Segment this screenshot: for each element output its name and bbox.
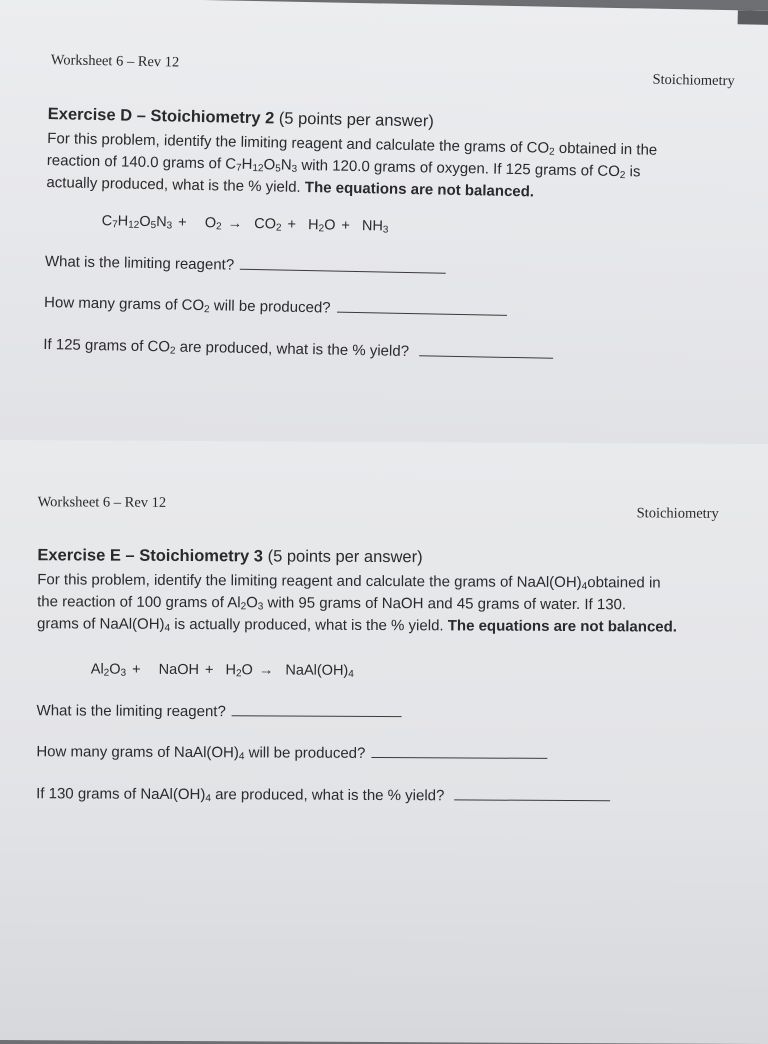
answer-blank-e2[interactable] bbox=[371, 743, 547, 759]
exercise-d-equation: $C_7H_{12}O_5N_3 + O_2 \to CO_2 + H_2O + NH_3$ bbox=[101, 213, 389, 236]
page-header-bottom bbox=[0, 494, 768, 522]
exercise-d-q2: How many grams of $CO_2$ will be produced? bbox=[44, 292, 744, 325]
subject-label-bottom: Stoichiometry bbox=[636, 505, 719, 522]
exercise-e-heading: Exercise E – Stoichiometry 3 bbox=[37, 546, 264, 566]
page-corner-shadow bbox=[738, 10, 768, 25]
exercise-d bbox=[43, 105, 748, 367]
exercise-d-prompt: For this problem, identify the limiting reagent and calculate the grams of $CO_2$ obtained in the reaction of 140.0 grams of $C_7H_{12}O_5N_3$ with 120.0 grams of oxygen. If 125 grams of $CO_2$ is actually produced, what is the % yield. The equations are not balanced. bbox=[46, 130, 658, 201]
exercise-e-points: (5 points per answer) bbox=[267, 547, 423, 567]
exercise-e-equation: $Al_2O_3$ + NaOH + $H_2O$ → $NaAl(OH)_4$ bbox=[90, 661, 354, 680]
page-header bbox=[0, 51, 768, 90]
answer-blank-d1[interactable] bbox=[240, 255, 446, 274]
exercise-e-prompt: For this problem, identify the limiting reagent and calculate the grams of $NaAl(OH)_4obtained$ in the reaction of 100 grams of $Al_2O_3$ with 95 grams of NaOH and 45 grams of water. If 130. grams of $NaAl(OH)_4$ is actually produced, what is the % yield. The equations are not balanced. bbox=[36, 571, 678, 636]
worksheet-page-top bbox=[0, 0, 768, 457]
exercise-d-heading: Exercise D – Stoichiometry 2 bbox=[47, 105, 275, 128]
exercise-d-q1: What is the limiting reagent? bbox=[45, 251, 745, 283]
answer-blank-d3[interactable] bbox=[419, 341, 553, 359]
answer-blank-d2[interactable] bbox=[337, 298, 507, 316]
answer-blank-e3[interactable] bbox=[454, 785, 610, 801]
not-balanced-note-e: The equations are not balanced. bbox=[447, 617, 678, 636]
exercise-e-q1: What is the limiting reagent? bbox=[37, 700, 737, 723]
subject-label: Stoichiometry bbox=[652, 71, 735, 90]
worksheet-page-bottom bbox=[0, 440, 768, 1044]
exercise-e-q2: How many grams of $NaAl(OH)_4$ will be produced? bbox=[36, 741, 736, 765]
not-balanced-note: The equations are not balanced. bbox=[304, 179, 535, 201]
exercise-e bbox=[36, 546, 737, 807]
worksheet-label: Worksheet 6 – Rev 12 bbox=[50, 52, 180, 71]
answer-blank-e1[interactable] bbox=[232, 701, 402, 717]
worksheet-label-bottom: Worksheet 6 – Rev 12 bbox=[37, 494, 167, 511]
exercise-d-points: (5 points per answer) bbox=[278, 109, 434, 131]
exercise-e-title bbox=[37, 546, 737, 569]
exercise-d-q3: If 125 grams of $CO_2$ are produced, what is the % yield? bbox=[43, 334, 743, 367]
exercise-e-q3: If 130 grams of $NaAl(OH)_4$ are produced, what is the % yield? bbox=[36, 783, 736, 807]
